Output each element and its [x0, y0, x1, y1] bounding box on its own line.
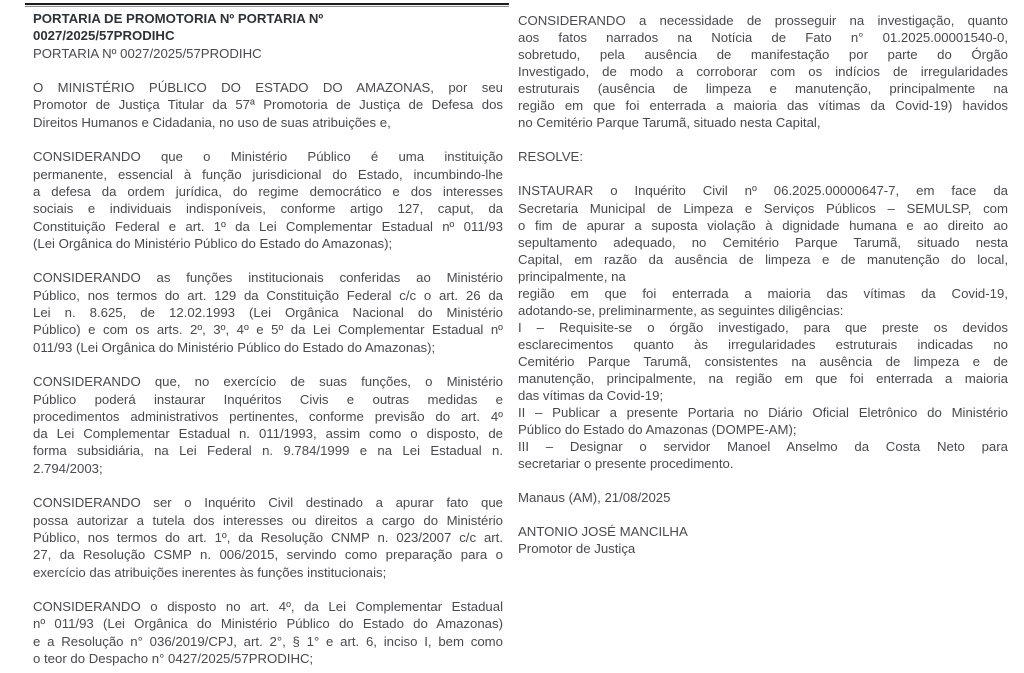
text-line: CONSIDERANDO que, no exercício de suas funções, o Ministério — [33, 374, 503, 390]
text-line: região em que foi enterrada a maioria das vítimas da Covid-19) havidos — [518, 98, 1008, 114]
text-line: Promotor de Justiça — [518, 541, 636, 557]
paragraph — [33, 45, 503, 62]
text-line: estruturais (ausência de limpeza e manutenção, principalmente na — [518, 81, 1008, 97]
text-line: PORTARIA Nº 0027/2025/57PRODIHC — [33, 45, 262, 61]
text-line: Público do Estado do Amazonas (DOMPE-AM); — [518, 422, 797, 438]
left-column — [33, 10, 503, 667]
text-line: (Lei Orgânica do Ministério Público do Estado do Amazonas); — [33, 235, 393, 251]
top-rule — [25, 3, 509, 7]
text-line: II – Publicar a presente Portaria no Diário Oficial Eletrônico do Ministério — [518, 405, 1008, 421]
text-line: exercício das atribuições inerentes às funções institucionais; — [33, 564, 387, 580]
paragraph — [518, 404, 1008, 438]
text-line: nº 011/93 (Lei Orgânica do Ministério Público do Estado do Amazonas) — [33, 616, 503, 632]
text-line: CONSIDERANDO a necessidade de prosseguir na investigação, quanto — [518, 13, 1008, 28]
text-line: O MINISTÉRIO PÚBLICO DO ESTADO DO AMAZONAS, por seu — [33, 80, 503, 96]
text-line: principalmente, na — [518, 268, 626, 284]
text-line: o fim de apurar a suposta violação à dignidade humana e ao direito ao — [518, 217, 1008, 233]
paragraph — [33, 494, 503, 580]
text-line: 011/93 (Lei Orgânica do Ministério Público do Estado do Amazonas); — [33, 339, 436, 355]
text-line: sobretudo, pela ausência de manifestação por parte do Órgão — [518, 47, 1008, 63]
text-line: Direitos Humanos e Cidadania, no uso de suas atribuições e, — [33, 114, 391, 130]
paragraph — [518, 182, 1008, 284]
paragraph — [33, 269, 503, 355]
paragraph — [33, 10, 503, 45]
text-line: Investigado, de modo a corroborar com os indícios de irregularidades — [518, 64, 1008, 80]
text-line: possa autorizar a tutela dos interesses ou direitos a cargo do Ministério — [33, 512, 503, 528]
text-line: forma subsidiária, na Lei Federal n. 9.784/1999 e na Lei Estadual n. — [33, 443, 503, 459]
text-line: secretariar o presente procedimento. — [518, 456, 734, 472]
text-line: sepultamento adequado, no Cemitério Parque Tarumã, situado nesta — [518, 234, 1008, 250]
paragraph — [33, 598, 503, 667]
text-line: Público, nos termos do art. 129 da Constituição Federal c/c o art. 26 da — [33, 287, 503, 303]
text-line: Constituição Federal e art. 1º da Lei Complementar Estadual nº 011/93 — [33, 218, 503, 234]
text-line: Público) e com os arts. 2º, 3º, 4º e 5º da Lei Complementar Estadual nº — [33, 322, 503, 338]
paragraph — [33, 148, 503, 252]
text-line: adotando-se, preliminarmente, as seguintes diligências: — [518, 302, 844, 318]
text-line: CONSIDERANDO o disposto no art. 4º, da Lei Complementar Estadual — [33, 599, 503, 615]
text-line: CONSIDERANDO que o Ministério Público é uma instituição — [33, 149, 503, 165]
paragraph — [33, 373, 503, 477]
text-line: Manaus (AM), 21/08/2025 — [518, 490, 671, 506]
text-line: o teor do Despacho n° 0427/2025/57PRODIHC; — [33, 650, 314, 666]
text-line: 2.794/2003; — [33, 460, 103, 476]
paragraph — [518, 523, 1008, 557]
text-line: RESOLVE: — [518, 149, 583, 165]
text-line: procedimentos administrativos pertinentes, conforme previsão do art. 4º — [33, 408, 503, 424]
paragraph — [518, 148, 1008, 165]
text-line: manutenção, principalmente, na região em que foi enterrada a maioria — [518, 370, 1008, 386]
text-line: a defesa da ordem jurídica, do regime democrático e dos interesses — [33, 183, 503, 199]
paragraph — [33, 79, 503, 131]
text-line: ANTONIO JOSÉ MANCILHA — [518, 524, 688, 540]
paragraph — [518, 319, 1008, 404]
text-line: Promotor de Justiça Titular da 57ª Promotoria de Justiça de Defesa dos — [33, 97, 503, 113]
text-line: região em que foi enterrada a maioria das vítimas da Covid-19, — [518, 285, 1008, 301]
text-line: Público, nos termos do art. 1º, da Resolução CNMP n. 023/2007 c/c art. — [33, 529, 503, 545]
paragraph — [518, 489, 1008, 506]
text-line: Capital, em razão da ausência de limpeza e de manutenção do local, — [518, 251, 1008, 267]
text-line: PORTARIA DE PROMOTORIA Nº PORTARIA Nº — [33, 11, 324, 26]
text-line: INSTAURAR o Inquérito Civil nº 06.2025.00000647-7, em face da — [518, 183, 1008, 199]
text-line: Lei n. 8.625, de 12.02.1993 (Lei Orgânica Nacional do Ministério — [33, 305, 503, 321]
paragraph — [518, 12, 1008, 131]
text-line: CONSIDERANDO ser o Inquérito Civil destinado a apurar fato que — [33, 495, 503, 511]
text-line: Secretaria Municipal de Limpeza e Serviços Públicos – SEMULSP, com — [518, 200, 1008, 216]
text-line: 27, da Resolução CSMP n. 006/2015, servindo como preparação para o — [33, 547, 503, 563]
paragraph — [518, 285, 1008, 319]
text-line: 0027/2025/57PRODIHC — [33, 28, 175, 44]
text-line: sociais e individuais indisponíveis, conforme artigo 127, caput, da — [33, 201, 503, 217]
text-line: Público poderá instaurar Inquéritos Civis e outras medidas e — [33, 391, 503, 407]
text-line: I – Requisite-se o órgão investigado, para que preste os devidos — [518, 319, 1008, 335]
text-line: III – Designar o servidor Manoel Anselmo da Costa Neto para — [518, 439, 1008, 455]
text-line: permanente, essencial à função jurisdicional do Estado, incumbindo-lhe — [33, 166, 503, 182]
text-line: no Cemitério Parque Tarumã, situado nesta Capital, — [518, 115, 821, 131]
text-line: e a Resolução n° 036/2019/CPJ, art. 2°, § 1° e art. 6, inciso I, bem como — [33, 633, 503, 649]
text-line: esclarecimentos quanto às irregularidades estruturais indicadas no — [518, 336, 1008, 352]
paragraph — [518, 438, 1008, 472]
text-line: aos fatos narrados na Notícia de Fato n° 01.2025.00001540-0, — [518, 30, 1008, 46]
right-column — [518, 12, 1008, 558]
text-line: Cemitério Parque Tarumã, consistentes na ausência de limpeza e de — [518, 353, 1008, 369]
text-line: das vítimas da Covid-19; — [518, 388, 664, 404]
text-line: CONSIDERANDO as funções institucionais conferidas ao Ministério — [33, 270, 503, 286]
text-line: da Lei Complementar Estadual n. 011/1993, assim como o disposto, de — [33, 426, 503, 442]
